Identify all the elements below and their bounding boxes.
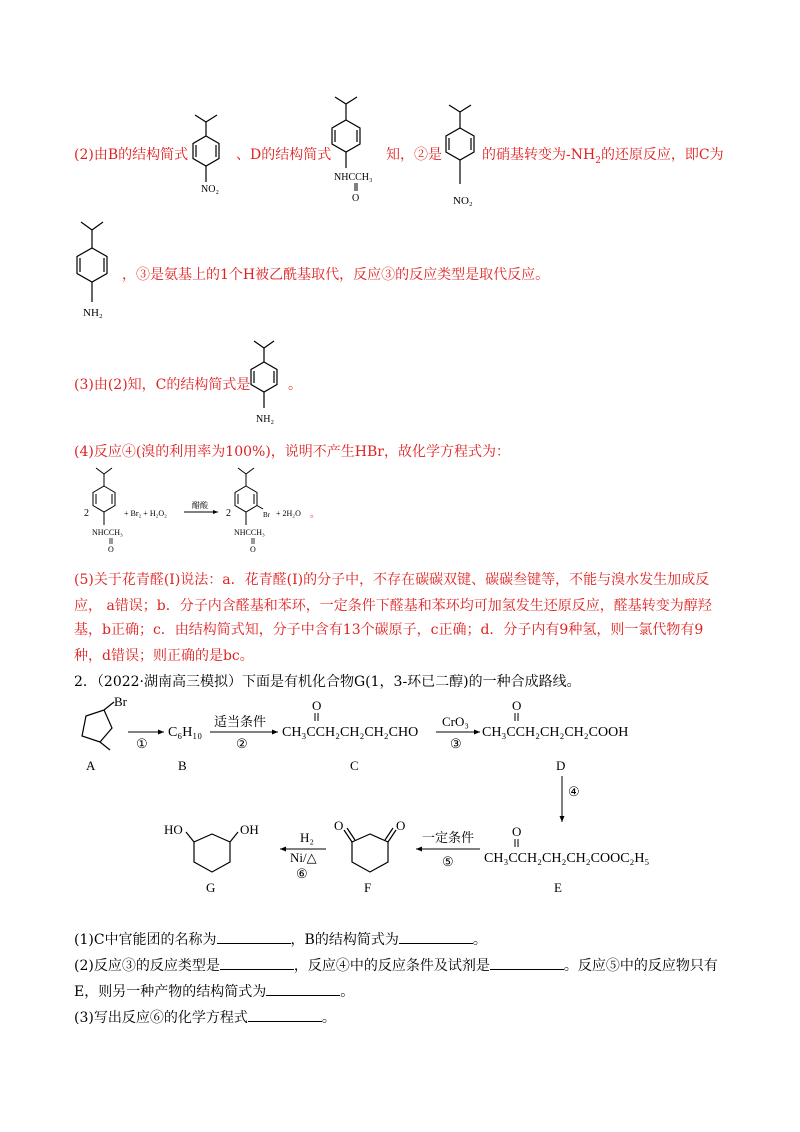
arrow6-mid: Ni/△ — [290, 850, 317, 865]
reaction-equation-4 — [80, 464, 380, 562]
q2-sub2-text-d: E，则另一种产物的结构简式为 — [74, 984, 267, 1000]
label-g: G — [206, 880, 216, 895]
arrow2-bottom: ② — [236, 736, 248, 751]
part5-text2: 应， a错误；b．分子内含醛基和苯环，一定条件下醛基和苯环均可加氢发生还原反应，醛基转变为醇羟 — [74, 598, 712, 614]
amino-label: NH₂ — [256, 414, 274, 425]
answer-blank-1[interactable] — [217, 929, 291, 944]
arrow1-bottom: ① — [136, 736, 148, 751]
part3-line — [74, 376, 250, 394]
arrow4-label: ④ — [568, 784, 580, 799]
part5-text3: 基，b正确；c．由结构简式知，分子中含有13个碳原子，c正确；d．分子内有9种氢，则一氯代物有9 — [74, 622, 704, 638]
hydroxyl-label: HO — [164, 822, 183, 837]
acetamido-label: NHCCH₃ — [334, 172, 373, 183]
q2-sub2-cont — [74, 981, 354, 1001]
oxygen-label: O — [334, 818, 344, 833]
q2-sub1 — [74, 929, 487, 949]
answer-blank-6[interactable] — [248, 1007, 322, 1022]
molecule-b-structure — [186, 112, 236, 212]
label-b: B — [178, 758, 187, 773]
part5-text1: (5)关于花青醛(I)说法：a．花青醛(I)的分子中，不存在碳碳双键、碳碳叁键等，不能与溴水发生加成反 — [74, 572, 710, 588]
part2-line1c — [386, 146, 442, 164]
part2-line1 — [74, 146, 188, 164]
q2-sub1-text-c: 。 — [472, 932, 487, 948]
ketone-o: O — [512, 824, 522, 839]
bromo-label: Br — [114, 696, 127, 709]
q2-sub3 — [74, 1007, 336, 1027]
synthesis-route — [70, 696, 720, 900]
arrow6-top: H₂ — [300, 830, 314, 845]
part5-line4 — [74, 647, 254, 665]
product-water: + 2H₂O — [276, 509, 301, 518]
ketone-o: O — [312, 698, 322, 713]
arrow6-bottom: ⑥ — [296, 866, 308, 881]
arrow3-top: CrO₃ — [442, 714, 469, 729]
q2-sub2-text-e: 。 — [340, 984, 355, 1000]
reagents-text: + Br₂ + H₂O₂ — [124, 509, 167, 518]
arrow5-top: 一定条件 — [422, 831, 475, 846]
answer-blank-2[interactable] — [399, 929, 473, 944]
part2-text4-sub: 2 — [595, 155, 601, 166]
part2-line1b — [236, 146, 331, 164]
part4-text1: (4)反应④(溴的利用率为100%)，说明不产生HBr，故化学方程式为： — [74, 444, 510, 460]
hydroxyl-label: OH — [240, 822, 259, 837]
label-e: E — [554, 880, 562, 895]
arrow3-bottom: ③ — [450, 736, 462, 751]
acetamido-label: NHCCH₃ — [234, 528, 265, 537]
amino-label: NH₂ — [83, 307, 103, 319]
arrow5-bottom: ⑤ — [442, 854, 454, 869]
oxygen-label: O — [396, 818, 406, 833]
molecule-c-structure — [70, 216, 122, 326]
part3-text2: 。 — [288, 377, 302, 393]
part4-line — [74, 443, 510, 461]
ketone-o: O — [512, 698, 522, 713]
part2-text1: (2)由B的结构简式 — [74, 147, 189, 163]
q2-title-text: 2．（2022·湖南高三模拟）下面是有机化合物G(1，3-环已二醇)的一种合成路线。 — [74, 674, 581, 690]
b-formula: C₆H₁₀ — [168, 725, 203, 740]
label-c: C — [350, 758, 359, 773]
part5-text4: 种，d错误；则正确的是bc。 — [74, 648, 254, 664]
label-f: F — [364, 880, 372, 895]
molecule-d-structure — [324, 92, 384, 207]
part3-end — [288, 376, 302, 394]
q2-sub2-text-c: 。反应⑤中的反应物只有 — [563, 958, 718, 974]
molecule-c-structure-2 — [244, 336, 290, 428]
q2-sub3-text-a: (3)写出反应⑥的化学方程式 — [74, 1010, 248, 1026]
part2-text3: 知，②是 — [386, 147, 442, 163]
q2-sub2-text-b: ，反应④中的反应条件及试剂是 — [293, 958, 490, 974]
bromo-label: Br — [263, 511, 270, 519]
arrow2-top: 适当条件 — [214, 715, 267, 730]
nitro-label: NO₂ — [453, 195, 473, 207]
q2-sub2 — [74, 955, 718, 975]
part2-text6: ，③是氨基上的1个H被乙酰基取代，反应③的反应类型是取代反应。 — [122, 267, 550, 283]
part5-line1 — [74, 571, 709, 589]
q2-sub2-text-a: (2)反应③的反应类型是 — [74, 958, 220, 974]
nitro-label: NO₂ — [201, 184, 219, 195]
coefficient-1: 2 — [84, 508, 89, 519]
part2-line1d — [482, 146, 724, 170]
part3-text1: (3)由(2)知，C的结构简式是 — [74, 377, 251, 393]
label-d: D — [556, 758, 566, 773]
q2-sub1-text-a: (1)C中官能团的名称为 — [74, 932, 217, 948]
c-formula: CH₃CCH₂CH₂CH₂CHO — [282, 725, 419, 740]
oxygen-label: O — [108, 545, 114, 554]
oxygen-label: O — [352, 193, 360, 204]
catalyst-text: 醋酸 — [192, 501, 208, 510]
answer-blank-4[interactable] — [490, 955, 564, 970]
q2-title — [74, 673, 581, 691]
label-a: A — [86, 758, 96, 773]
e-formula: CH₃CCH₂CH₂CH₂COOC₂H₅ — [484, 851, 650, 866]
coefficient-2: 2 — [226, 508, 231, 519]
part5-line3 — [74, 621, 703, 639]
part2-text2: 、D的结构简式 — [236, 147, 332, 163]
oxygen-label: O — [250, 545, 256, 554]
part5-line2 — [74, 597, 712, 615]
part2-text5: 的还原反应，即C为 — [600, 147, 724, 163]
answer-blank-3[interactable] — [220, 955, 294, 970]
equation-end: 。 — [310, 509, 320, 520]
part2-line2 — [122, 266, 549, 284]
q2-sub1-text-b: ，B的结构简式为 — [290, 932, 399, 948]
d-formula: CH₃CCH₂CH₂CH₂COOH — [482, 725, 629, 740]
answer-blank-5[interactable] — [266, 981, 340, 996]
q2-sub3-text-b: 。 — [321, 1010, 336, 1026]
acetamido-label: NHCCH₃ — [92, 528, 123, 537]
part2-text4: 的硝基转变为-NH — [482, 147, 596, 163]
